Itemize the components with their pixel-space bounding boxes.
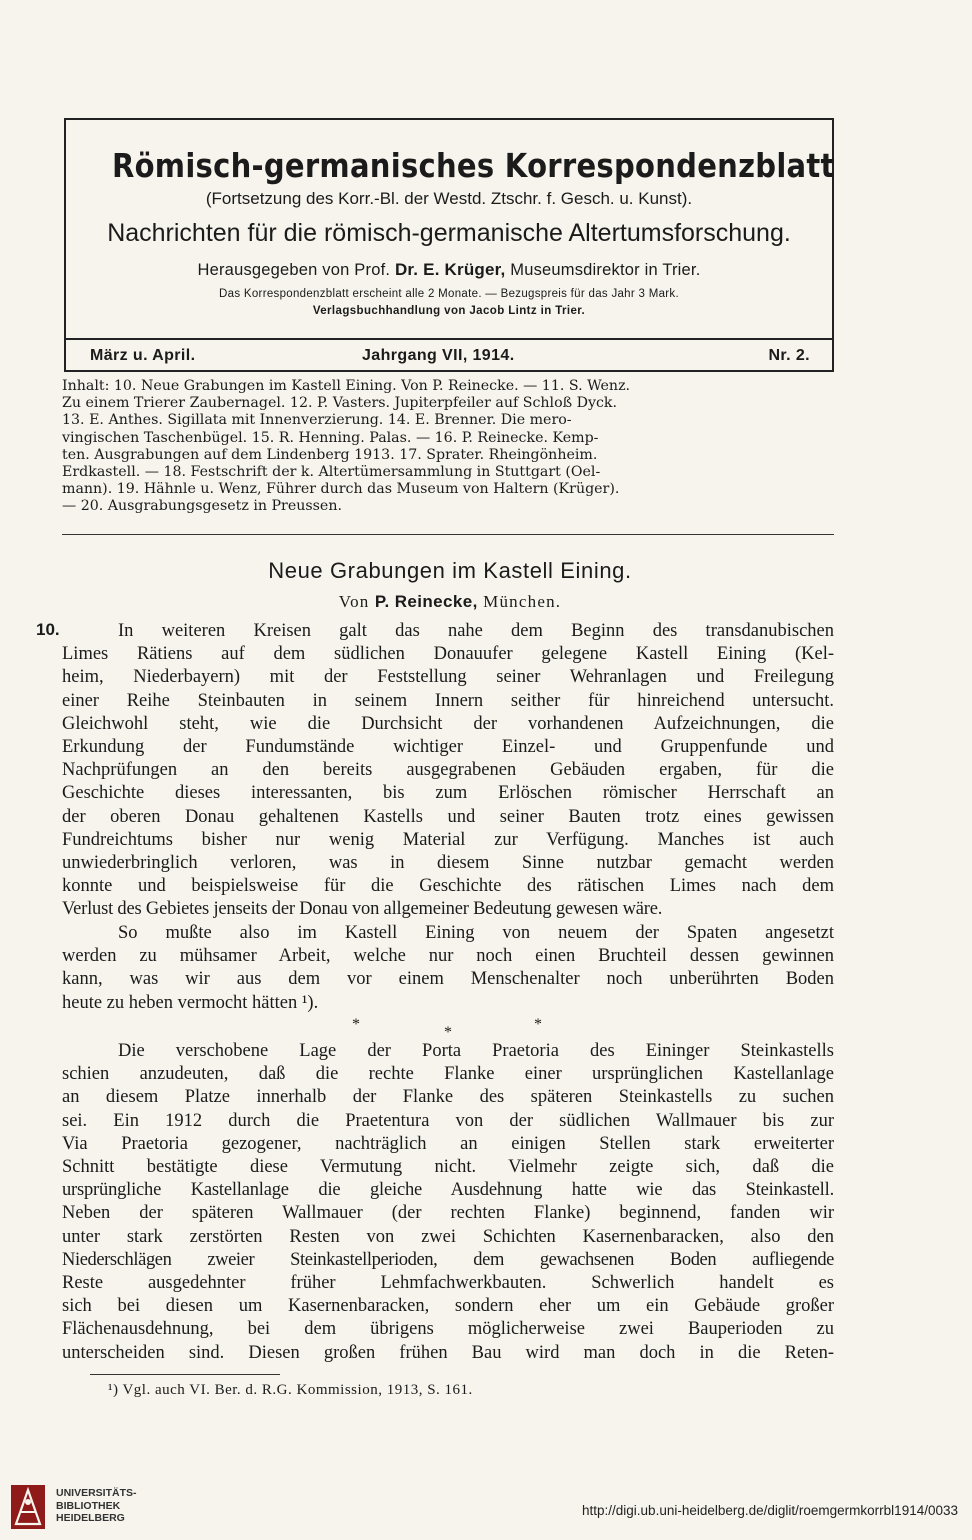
text-line: der oberen Donau gehaltenen Kastells und seiner Bauten trotz eines gewissen — [62, 806, 834, 827]
library-line: BIBLIOTHEK — [56, 1499, 121, 1512]
contents-line: Inhalt: 10. Neue Grabungen im Kastell Eining. Von P. Reinecke. — 11. S. Wenz. — [62, 378, 631, 394]
text-line: Nachprüfungen an den bereits ausgegrabenen Gebäuden ergaben, für die — [62, 760, 834, 781]
contents-line: Erdkastell. — 18. Festschrift der k. Altertümersammlung in Stuttgart (Oel- — [62, 464, 601, 481]
issue-number: Nr. 2. — [768, 347, 810, 364]
permalink-url[interactable]: http://digi.ub.uni-heidelberg.de/diglit/roemgermkorrbl1914/0033 — [582, 1503, 958, 1518]
text-line: Fundreichtums bisher nur wenig Material zur Verfügung. Manches ist auch — [62, 829, 834, 850]
text-line: Flächenausdehnung, bei dem übrigens möglicherweise zwei Bauperioden zu — [62, 1319, 834, 1340]
text-line: Gleichwohl steht, wie die Durchsicht der vorhandenen Aufzeichnungen, die — [62, 713, 834, 734]
author-name: P. Reinecke, — [374, 592, 478, 611]
issue-months: März u. April. — [90, 347, 196, 364]
publisher-line: Verlagsbuchhandlung von Jacob Lintz in Trier. — [312, 305, 586, 317]
text-line: heim, Niederbayern) mit der Feststellung seiner Wehranlagen und Freilegung — [62, 667, 834, 688]
editor-prefix: Herausgegeben von Prof. — [197, 261, 391, 279]
footnote: ¹) Vgl. auch VI. Ber. d. R.G. Kommission, 1913, S. 161. — [108, 1382, 473, 1398]
text-line: unterscheiden sind. Diesen großen frühen Bau wird man doch in die Reten- — [62, 1342, 834, 1363]
text-line: einer Reihe Steinbauten in seinem Innern seither für hinreichend untersucht. — [62, 690, 834, 711]
text-line: kann, was wir aus dem vor einem Menschenalter noch unberührten Boden — [62, 969, 834, 990]
text-line: heute zu heben vermocht hätten ¹). — [62, 992, 319, 1013]
text-line: Erkundung der Fundumstände wichtiger Einzel- und Gruppenfunde und — [62, 737, 834, 758]
editor-line — [66, 260, 832, 280]
contents-line: mann). 19. Hähnle u. Wenz, Führer durch das Museum von Haltern (Krüger). — [62, 481, 620, 498]
text-line: konnte und beispielsweise für die Geschichte des rätischen Limes nach dem — [62, 876, 834, 897]
issue-volume: Jahrgang VII, 1914. — [362, 347, 515, 364]
text-line: Reste ausgedehnter früher Lehmfachwerkbauten. Schwerlich handelt es — [62, 1273, 834, 1294]
author-place: München. — [483, 592, 562, 611]
contents-divider — [62, 534, 834, 535]
contents-line: ten. Ausgrabungen auf dem Lindenberg 1913. 17. Sprater. Rheingönheim. — [62, 446, 598, 463]
library-line: HEIDELBERG — [56, 1512, 125, 1524]
text-line: In weiteren Kreisen galt das nahe dem Beginn des transdanubischen — [118, 621, 834, 641]
editor-name: Dr. E. Krüger, — [394, 260, 506, 279]
contents-line: Zu einem Trierer Zaubernagel. 12. P. Vasters. Jupiterpfeiler auf Schloß Dyck. — [62, 395, 618, 412]
text-line: sich bei diesen um Kasernenbaracken, sondern eher um ein Gebäude großer — [62, 1296, 834, 1317]
text-line: an diesem Platze innerhalb der Flanke des späteren Steinkastells zu suchen — [62, 1087, 834, 1108]
section-number: 10. — [36, 620, 60, 639]
journal-title: Römisch-germanisches Korrespondenzblatt — [111, 146, 835, 185]
article-byline — [0, 592, 900, 612]
library-line: UNIVERSITÄTS- — [56, 1487, 137, 1499]
text-line: Verlust des Gebietes jenseits der Donau von allgemeiner Bedeutung gewesen wäre. — [62, 899, 663, 920]
paragraph-2 — [62, 922, 834, 1015]
text-line: werden zu mühsamer Arbeit, welche nur noch einen Bruchteil dessen gewinnen — [62, 946, 834, 967]
separator-star: * — [444, 1024, 452, 1041]
table-of-contents — [62, 378, 838, 516]
text-line: schien anzudeuten, daß die rechte Flanke einer ursprünglichen Kastellanlage — [62, 1064, 834, 1085]
journal-subtitle: (Fortsetzung des Korr.-Bl. der Westd. Ztschr. f. Gesch. u. Kunst). — [205, 189, 693, 208]
masthead-box — [64, 118, 834, 370]
text-line: unter stark zerstörten Resten von zwei Schichten Kasernenbaracken, also den — [62, 1226, 834, 1247]
text-line: Niederschlägen zweier Steinkastellperioden, dem gewachsenen Boden aufliegende — [62, 1249, 834, 1270]
contents-line: — 20. Ausgrabungsgesetz in Preussen. — [62, 498, 342, 515]
footnote-rule — [90, 1374, 280, 1375]
separator-star: * — [534, 1016, 542, 1033]
frequency-line: Das Korrespondenzblatt erscheint alle 2 Monate. — Bezugspreis für das Jahr 3 Mark. — [219, 288, 679, 300]
text-line: Die verschobene Lage der Porta Praetoria des Eininger Steinkastells — [118, 1041, 834, 1061]
text-line: Limes Rätiens auf dem südlichen Donauufer gelegene Kastell Eining (Kel- — [62, 644, 834, 665]
text-line: sei. Ein 1912 durch die Praetentura von der südlichen Wallmauer bis zur — [62, 1110, 834, 1131]
text-line: unwiederbringlich verloren, was in diesem Sinne nutzbar gemacht werden — [62, 853, 834, 874]
separator-star: * — [352, 1016, 360, 1033]
text-line: ursprüngliche Kastellanlage die gleiche Ausdehnung hatte wie das Steinkastell. — [62, 1180, 834, 1201]
library-name — [56, 1487, 137, 1525]
library-seal-icon — [10, 1484, 46, 1530]
text-line: Schnitt bestätigte diese Vermutung nicht. Vielmehr zeigte sich, daß die — [62, 1157, 834, 1178]
paragraph-3 — [62, 1040, 834, 1365]
paragraph-1 — [62, 620, 834, 922]
text-line: Via Praetoria gezogener, nachträglich an einigen Stellen stark erweiterter — [62, 1133, 834, 1154]
contents-line: vingischen Taschenbügel. 15. R. Henning. Palas. — 16. P. Reinecke. Kemp- — [62, 429, 599, 446]
journal-tagline: Nachrichten für die römisch-germanische Altertumsforschung. — [107, 219, 791, 247]
issue-bar — [64, 338, 834, 372]
author-prefix: Von — [338, 592, 370, 611]
text-line: Neben der späteren Wallmauer (der rechten Flanke) beginnend, fanden wir — [62, 1203, 834, 1224]
article-title: Neue Grabungen im Kastell Eining. — [268, 558, 632, 583]
editor-suffix: Museumsdirektor in Trier. — [510, 261, 701, 279]
text-line: So mußte also im Kastell Eining von neuem der Spaten angesetzt — [118, 923, 834, 943]
contents-line: 13. E. Anthes. Sigillata mit Innenverzierung. 14. E. Brenner. Die mero- — [62, 412, 572, 429]
text-line: Geschichte dieses interessanten, bis zum Erlöschen römischer Herrschaft an — [62, 783, 834, 804]
